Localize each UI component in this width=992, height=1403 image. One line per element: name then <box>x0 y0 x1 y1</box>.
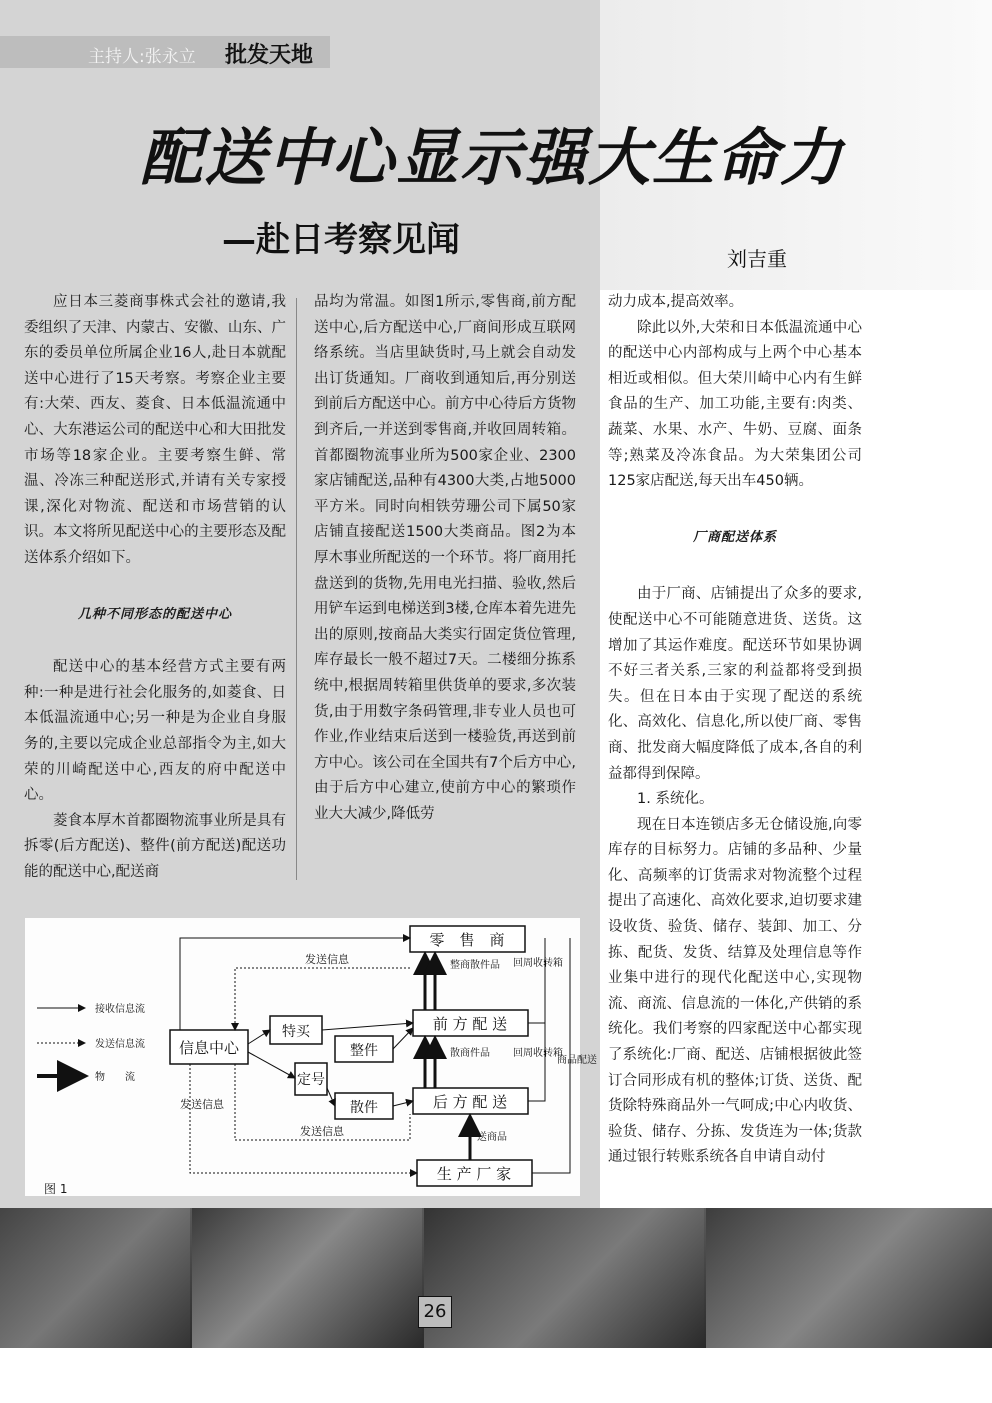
column-1 <box>24 290 286 885</box>
paragraph: 配送中心的基本经营方式主要有两种:一种是进行社会化服务的,如菱食、日本低温流通中心;另一种是为企业自身服务的,主要以完成企业总部指令为主,如大荣的川崎配送中心,西友的府中配送中心。 <box>24 659 286 804</box>
label-return-box-top: 回周收转箱 <box>513 958 563 969</box>
box-back-label: 后 方 配 送 <box>432 1093 508 1111</box>
label-send-info-bottom: 发送信息 <box>300 1125 344 1138</box>
arrow-special-front <box>322 1023 413 1030</box>
store-photo <box>706 1208 992 1348</box>
paragraph: 由于厂商、店铺提出了众多的要求,使配送中心不可能随意进货、送货。这增加了其运作难度。配送环节如果协调不好三者关系,三家的利益都将受到损失。但在日本由于实现了配送的系统化、高效化、信息化,所以使厂商、零售商、批发商大幅度降低了成本,各自的利益都得到保障。 <box>608 586 862 782</box>
legend-send-label: 发送信息流 <box>95 1039 145 1050</box>
box-front-label: 前 方 配 送 <box>432 1015 508 1033</box>
section-heading: 几种不同形态的配送中心 <box>77 606 232 622</box>
column-2 <box>314 290 576 827</box>
label-return-box-mid: 回周收转箱 <box>513 1048 563 1059</box>
paragraph: 菱食本厚木首都圈物流事业所是具有拆零(后方配送)、整件(前方配送)配送功能的配送中心,配送商 <box>24 812 286 880</box>
figure-1-flow-diagram <box>25 918 597 1196</box>
paragraph: 动力成本,提高效率。 <box>608 294 744 310</box>
store-photo-strip <box>0 1208 992 1348</box>
label-send-info-left: 发送信息 <box>180 1098 224 1111</box>
arrow-return-top <box>528 938 545 1023</box>
paragraph: 现在日本连锁店多无仓储设施,向零库存的目标努力。店铺的多品种、少量化、高频率的订货需求对物流整个过程提出了高速化、高效化要求,迫切要求建设收货、验货、储存、装卸、加工、分拣、配货、发货、结算及处理信息等作业集中进行的现代化配送中心,实现物流、商流、信息流的一体化,产供销的系统化。我们考察的四家配送中心都实现了系统化:厂商、配送、店铺根据彼此签订合同形成有机的整体;订货、送货、配货除特殊商品外一气呵成;中心内收货、验货、储存、分拣、发货连为一体;货款通过银行转账系统各自申请自动付 <box>608 816 862 1166</box>
box-fixed-label: 定号 <box>297 1072 325 1088</box>
article-author: 刘吉重 <box>727 247 787 271</box>
store-photo <box>0 1208 190 1348</box>
store-photo <box>192 1208 422 1348</box>
flow-diagram-svg <box>25 918 597 1196</box>
label-whole-loose-goods: 整商散件品 <box>450 960 500 971</box>
section-heading: 厂商配送体系 <box>692 529 777 545</box>
label-loose-goods: 散商件品 <box>450 1048 490 1059</box>
section-title: 批发天地 <box>225 43 314 68</box>
legend-receive-label: 接收信息流 <box>95 1004 145 1015</box>
box-whole-label: 整件 <box>350 1043 378 1059</box>
arrow-return-mid <box>528 1023 545 1101</box>
paragraph: 应日本三菱商事株式会社的邀请,我委组织了天津、内蒙古、安徽、山东、广东的委员单位所属企业16人,赴日本就配送中心进行了15天考察。考察企业主要有:大荣、西友、菱食、日本低温流通中心、大东港运公司的配送中心和大田批发市场等18家企业。主要考察生鲜、常温、冷冻三种配送形式,并请有关专家授课,深化对物流、配送和市场营销的认识。本文将所见配送中心的主要形态及配送体系介绍如下。 <box>24 294 286 566</box>
paragraph: 除此以外,大荣和日本低温流通中心的配送中心内部构成与上两个中心基本相近或相似。但大荣川崎中心内有生鲜食品的生产、加工功能,主要有:肉类、蔬菜、水果、水产、牛奶、豆腐、面条等;熟菜及冷冻食品。为大荣集团公司125家店配送,每天出车450辆。 <box>608 319 862 490</box>
legend-goods-label: 物 流 <box>95 1072 135 1083</box>
article-title: 配送中心显示强大生命力 <box>140 121 845 194</box>
store-photo <box>424 1208 704 1348</box>
host-label: 主持人:张永立 <box>88 47 196 67</box>
label-deliver-goods: 送商品 <box>477 1132 507 1143</box>
arrow-fixed-loose <box>327 1088 335 1106</box>
figure-caption: 图 1 <box>44 1182 68 1196</box>
box-maker-label: 生 产 厂 家 <box>436 1165 512 1183</box>
label-send-info-top: 发送信息 <box>305 953 349 966</box>
arrow-info-fixed <box>248 1052 295 1078</box>
arrow-loose-back <box>393 1101 413 1106</box>
list-item: 1. 系统化。 <box>637 791 714 808</box>
box-info-center-label: 信息中心 <box>178 1039 240 1057</box>
box-loose-label: 散件 <box>350 1100 378 1116</box>
box-special-buy-label: 特买 <box>282 1024 310 1040</box>
label-goods-delivery: 商品配送 <box>557 1055 597 1066</box>
arrow-whole-front <box>393 1028 413 1049</box>
arrow-info-special <box>248 1030 270 1044</box>
column-divider <box>296 298 297 880</box>
article-subtitle: —赴日考察见闻 <box>222 220 460 260</box>
column-3 <box>608 290 862 1171</box>
paragraph: 品均为常温。如图1所示,零售商,前方配送中心,后方配送中心,厂商间形成互联网络系统。当店里缺货时,马上就会自动发出订货通知。厂商收到通知后,再分别送到前后方配送中心。前方中心待后方货物到齐后,一并送到零售商,并收回周转箱。首都圈物流事业所为500家企业、2300家店铺配送,品种有4300大类,占地5000平方米。同时向相铁劳珊公司下属50家店铺直接配送1500大类商品。图2为本厚木事业所配送的一个环节。将厂商用托盘送到的货物,先用电光扫描、验收,然后用铲车运到电梯送到3楼,仓库本着先进先出的原则,按商品大类实行固定货位管理,库存最长一般不超过7天。二楼细分拣系统中,根据周转箱里供货单的要求,多次装货,由于用数字条码管理,非专业人员也可作业,作业结束后送到一楼验货,再送到前方中心。该公司在全国共有7个后方中心,由于后方中心建立,使前方中心的繁琐作业大大减少,降低劳 <box>314 294 576 822</box>
page-number: 26 <box>418 1296 452 1328</box>
box-retailer-label: 零 售 商 <box>429 931 505 949</box>
